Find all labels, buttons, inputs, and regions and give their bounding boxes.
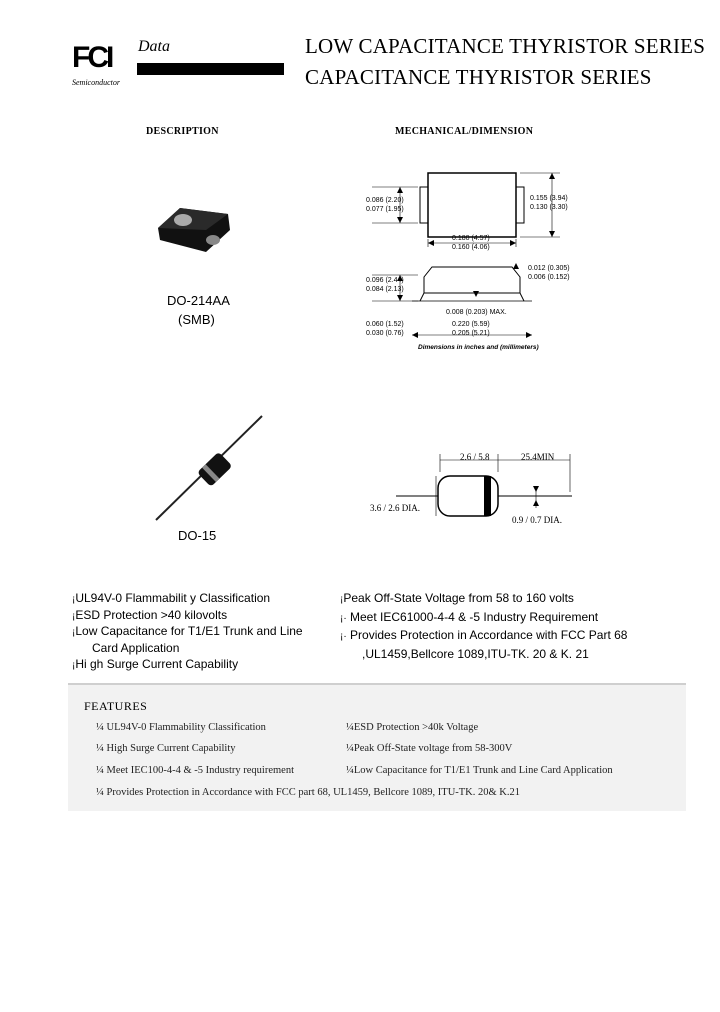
smb-dim-gap: 0.008 (0.203) MAX. — [446, 309, 507, 316]
logo-subtitle: Semiconductor — [72, 78, 120, 87]
smb-dim-lead-length — [366, 320, 404, 338]
do15-package-image — [150, 410, 270, 530]
smb-dim-lead-l1: 0.060 (1.52) — [366, 321, 404, 328]
smb-dim-total — [452, 320, 490, 338]
feature-item: ¼ UL94V-0 Flammability Classification — [96, 722, 266, 733]
list-item: ¡UL94V-0 Flammabilit y Classification — [72, 591, 271, 605]
smb-dim-length-1: 0.180 (4.57) — [452, 235, 490, 242]
smb-dim-side — [366, 276, 404, 294]
list-item: ¡Peak Off-State Voltage from 58 to 160 volts — [340, 591, 574, 605]
do15-body-diameter: 3.6 / 2.6 DIA. — [370, 503, 420, 513]
list-item: ¡· Provides Protection in Accordance with FCC Part 68 — [340, 628, 628, 642]
logo-data-word: Data — [138, 38, 170, 55]
bullets-right — [340, 590, 627, 664]
feature-item: ¼Low Capacitance for T1/E1 Trunk and Line Card Application — [346, 765, 613, 776]
smb-dim-lead-t2: 0.006 (0.152) — [528, 274, 570, 281]
smb-dim-lead-t1: 0.012 (0.305) — [528, 265, 570, 272]
features-divider — [68, 683, 686, 685]
smb-dim-total-2: 0.205 (5.21) — [452, 330, 490, 337]
title-line-1: LOW CAPACITANCE THYRISTOR SERIES — [305, 34, 706, 58]
feature-item: ¼Peak Off-State voltage from 58-300V — [346, 743, 513, 754]
list-item: ,UL1459,Bellcore 1089,ITU-TK. 20 & K. 21 — [362, 646, 589, 661]
smb-dim-side-2: 0.084 (2.13) — [366, 286, 404, 293]
smb-dim-length-2: 0.160 (4.06) — [452, 244, 490, 251]
features-heading: FEATURES — [84, 699, 148, 713]
list-item: ¡Low Capacitance for T1/E1 Trunk and Line — [72, 624, 303, 638]
fci-logo: FCI — [72, 41, 112, 74]
smb-label-2: (SMB) — [178, 312, 215, 327]
list-item: ¡ESD Protection >40 kilovolts — [72, 607, 228, 622]
logo-bar — [137, 63, 284, 75]
smb-label-1: DO-214AA — [167, 293, 230, 308]
smb-dim-height-1: 0.086 (2.20) — [366, 197, 404, 204]
smb-dim-length — [452, 234, 490, 252]
smb-dim-note: Dimensions in inches and (millimeters) — [418, 344, 539, 351]
feature-item: ¼ESD Protection >40k Voltage — [346, 722, 479, 733]
smb-dim-width-1: 0.155 (3.94) — [530, 195, 568, 202]
bullets-left — [72, 591, 303, 674]
list-item: Card Application — [92, 640, 180, 655]
do15-lead-diameter: 0.9 / 0.7 DIA. — [512, 515, 562, 525]
smb-dim-height — [366, 196, 404, 214]
feature-item: ¼ Meet IEC100-4-4 & -5 Industry requirement — [96, 765, 294, 776]
feature-item: ¼ Provides Protection in Accordance with FCC part 68, UL1459, Bellcore 1089, ITU-TK. 20& K.21 — [96, 787, 521, 798]
smb-dim-width — [530, 194, 568, 212]
title-line-2: CAPACITANCE THYRISTOR SERIES — [305, 65, 652, 89]
smb-dim-lead-thickness — [528, 264, 570, 282]
mechanical-heading: MECHANICAL/DIMENSION — [395, 126, 534, 137]
smb-dim-total-1: 0.220 (5.59) — [452, 321, 490, 328]
list-item: ¡· Meet IEC61000-4-4 & -5 Industry Requirement — [340, 609, 599, 624]
smb-dim-side-1: 0.096 (2.44) — [366, 277, 404, 284]
smb-package-image — [150, 200, 240, 260]
smb-dim-lead-l2: 0.030 (0.76) — [366, 330, 404, 337]
feature-item: ¼ High Surge Current Capability — [96, 743, 236, 754]
description-heading: DESCRIPTION — [146, 126, 219, 137]
do15-lead-length: 25.4MIN — [521, 452, 555, 462]
list-item: ¡Hi gh Surge Current Capability — [72, 657, 239, 671]
do15-body-length: 2.6 / 5.8 — [460, 452, 490, 462]
smb-dim-width-2: 0.130 (3.30) — [530, 204, 568, 211]
do15-label: DO-15 — [178, 528, 217, 543]
smb-dim-height-2: 0.077 (1.95) — [366, 206, 404, 213]
